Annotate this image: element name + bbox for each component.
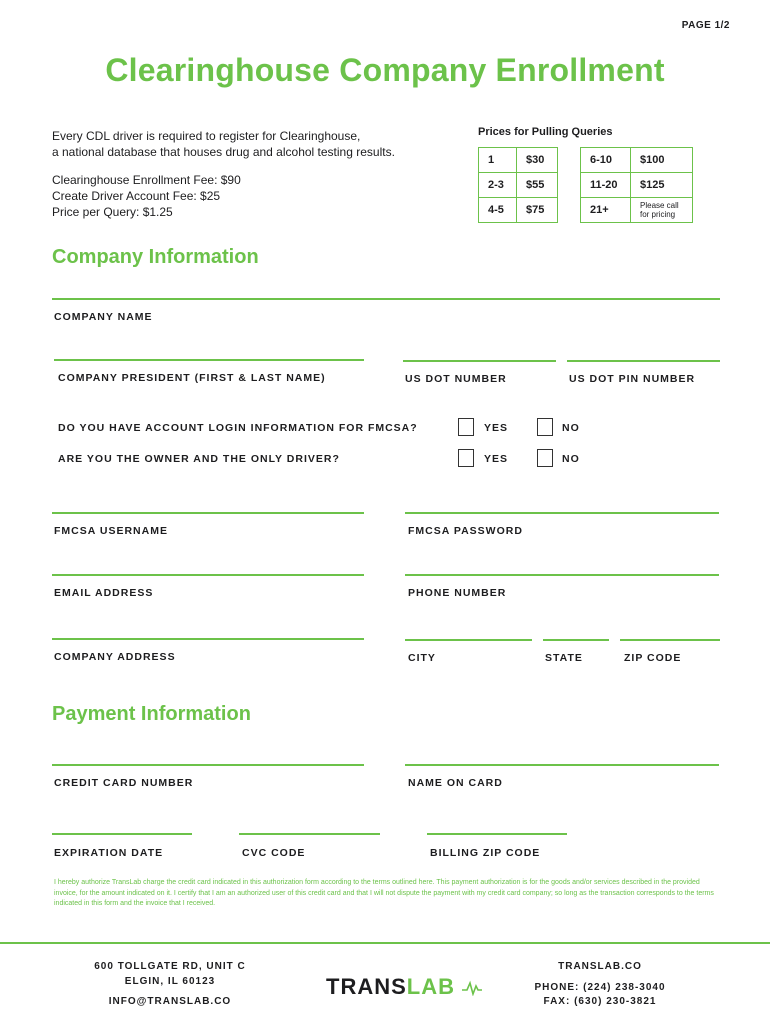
range-cell: 4-5: [479, 198, 517, 223]
fee-enrollment: Clearinghouse Enrollment Fee: $90: [52, 173, 241, 187]
city-line: [405, 639, 532, 641]
company-address-line: [52, 638, 364, 640]
price-cell: $75: [517, 198, 558, 223]
owner-no-checkbox[interactable]: [537, 449, 553, 467]
dot-pin-label: US DOT PIN NUMBER: [569, 373, 696, 385]
city-label: CITY: [408, 652, 436, 664]
footer-address-2: ELGIN, IL 60123: [124, 976, 216, 987]
price-cell: $55: [517, 173, 558, 198]
translab-logo: [326, 974, 482, 1000]
intro-line-1: Every CDL driver is required to register for Clearinghouse,: [52, 129, 361, 143]
fmcsa-password-line: [405, 512, 719, 514]
login-no-label: NO: [562, 422, 580, 434]
fee-driver-account: Create Driver Account Fee: $25: [52, 189, 221, 203]
authorization-disclaimer: I hereby authorize TransLab charge the credit card indicated in this authorization form according to the terms outlined here. This payment authorization is for the goods and/or services described in the provided invoice, for the amount indicated on it. I certify that I am an authorized user of this credit card and that I will not dispute the payment with my credit card company; so long as the transaction corresponds to the terms indicated in this form and the invoice that I received.: [54, 879, 714, 907]
state-line: [543, 639, 609, 641]
table-row: [479, 173, 558, 198]
price-cell: $125: [631, 173, 693, 198]
company-info-heading: Company Information: [52, 246, 259, 268]
login-yes-label: YES: [484, 422, 509, 434]
footer-website: TRANSLAB.CO: [558, 961, 642, 972]
footer-phone: PHONE: (224) 238-3040: [534, 982, 666, 993]
login-no-checkbox[interactable]: [537, 418, 553, 436]
logo-text-trans: TRANS: [326, 974, 407, 999]
intro-line-2: a national database that houses drug and alcohol testing results.: [52, 145, 395, 159]
prices-title: Prices for Pulling Queries: [478, 126, 613, 138]
intro-text: [52, 128, 452, 220]
page-title: Clearinghouse Company Enrollment: [105, 52, 665, 88]
range-cell: 21+: [581, 198, 631, 223]
dot-number-line: [403, 360, 556, 362]
fee-per-query: Price per Query: $1.25: [52, 205, 173, 219]
table-row: [581, 198, 693, 223]
table-row: [581, 148, 693, 173]
billing-zip-label: BILLING ZIP CODE: [430, 847, 541, 859]
price-table-right: [580, 147, 693, 223]
table-row: [479, 148, 558, 173]
fmcsa-username-line: [52, 512, 364, 514]
price-table-left: [478, 147, 558, 223]
company-name-line: [52, 298, 720, 300]
card-number-line: [52, 764, 364, 766]
range-cell: 11-20: [581, 173, 631, 198]
owner-yes-checkbox[interactable]: [458, 449, 474, 467]
owner-no-label: NO: [562, 453, 580, 465]
name-on-card-line: [405, 764, 719, 766]
email-line: [52, 574, 364, 576]
president-label: COMPANY PRESIDENT (FIRST & LAST NAME): [58, 372, 326, 384]
company-name-label: COMPANY NAME: [54, 311, 153, 323]
cvc-label: CVC CODE: [242, 847, 306, 859]
expiration-line: [52, 833, 192, 835]
table-row: [581, 173, 693, 198]
owner-yes-label: YES: [484, 453, 509, 465]
president-line: [54, 359, 364, 361]
table-row: [479, 198, 558, 223]
expiration-label: EXPIRATION DATE: [54, 847, 164, 859]
range-cell: 6-10: [581, 148, 631, 173]
page-number: PAGE 1/2: [681, 20, 730, 31]
price-cell: Please call for pricing: [631, 198, 693, 223]
login-yes-checkbox[interactable]: [458, 418, 474, 436]
billing-zip-line: [427, 833, 567, 835]
email-label: EMAIL ADDRESS: [54, 587, 154, 599]
logo-text-lab: LAB: [406, 974, 455, 999]
price-cell: $100: [631, 148, 693, 173]
footer-divider: [0, 942, 770, 944]
fmcsa-username-label: FMCSA USERNAME: [54, 525, 168, 537]
dot-pin-line: [567, 360, 720, 362]
dot-number-label: US DOT NUMBER: [405, 373, 507, 385]
name-on-card-label: NAME ON CARD: [408, 777, 503, 789]
cvc-line: [239, 833, 380, 835]
state-label: STATE: [545, 652, 583, 664]
zip-line: [620, 639, 720, 641]
login-question: DO YOU HAVE ACCOUNT LOGIN INFORMATION FOR FMCSA?: [58, 422, 418, 434]
company-address-label: COMPANY ADDRESS: [54, 651, 176, 663]
range-cell: 2-3: [479, 173, 517, 198]
fmcsa-password-label: FMCSA PASSWORD: [408, 525, 523, 537]
owner-question: ARE YOU THE OWNER AND THE ONLY DRIVER?: [58, 453, 340, 465]
footer-fax: FAX: (630) 230-3821: [543, 996, 657, 1007]
phone-label: PHONE NUMBER: [408, 587, 507, 599]
payment-info-heading: Payment Information: [52, 703, 251, 725]
price-cell: $30: [517, 148, 558, 173]
range-cell: 1: [479, 148, 517, 173]
footer-email: INFO@TRANSLAB.CO: [108, 996, 232, 1007]
card-number-label: CREDIT CARD NUMBER: [54, 777, 194, 789]
phone-line: [405, 574, 719, 576]
pulse-icon: [462, 980, 482, 996]
zip-label: ZIP CODE: [624, 652, 682, 664]
footer-address-1: 600 TOLLGATE RD, UNIT C: [94, 961, 246, 972]
